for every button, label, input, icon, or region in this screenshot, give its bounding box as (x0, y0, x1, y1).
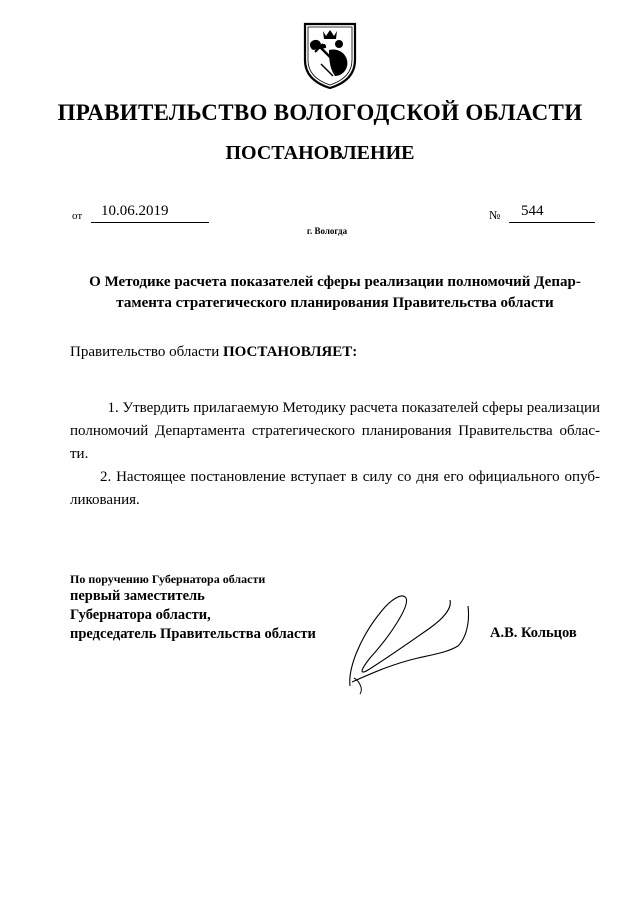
signer-name: А.В. Кольцов (490, 625, 577, 641)
signature-authority-line: По поручению Губернатора области (70, 572, 266, 586)
subject-line: О Методике расчета показателей сферы реализации полномочий Депар- (89, 274, 581, 290)
signature-position-line: первый заместитель (70, 588, 205, 604)
item-2-line: ликования. (70, 492, 140, 508)
item-1-line: 1. Утвердить прилагаемую Методику расчета показателей сферы реализации (107, 400, 600, 416)
item-2-line: 2. Настоящее постановление вступает в силу со дня его официального опуб- (100, 469, 600, 485)
date-label: от (72, 210, 83, 222)
signature-block (70, 571, 316, 644)
handwritten-signature (340, 578, 490, 698)
decree-prefix: Правительство области (70, 344, 220, 360)
number-label: № (489, 208, 501, 222)
document-date: 10.06.2019 (91, 203, 209, 223)
decree-keyword: ПОСТАНОВЛЯЕТ: (222, 344, 358, 360)
document-city: г. Вологда (306, 226, 348, 236)
organization-title: ПРАВИТЕЛЬСТВО ВОЛОГОДСКОЙ ОБЛАСТИ (57, 100, 583, 125)
decree-items (70, 397, 600, 512)
document-subject (70, 272, 600, 314)
item-1-line: полномочий Департамента стратегического планирования Правительства облас- (70, 423, 600, 439)
signature-position-line: председатель Правительства области (70, 626, 316, 642)
subject-line: тамента стратегического планирования Правительства области (116, 295, 554, 311)
signature-position-line: Губернатора области, (70, 607, 211, 623)
item-1-line: ти. (70, 446, 89, 462)
coat-of-arms-icon (299, 20, 361, 90)
document-type-title: ПОСТАНОВЛЕНИЕ (225, 142, 415, 164)
document-number: 544 (509, 203, 595, 223)
decree-statement (70, 344, 357, 361)
